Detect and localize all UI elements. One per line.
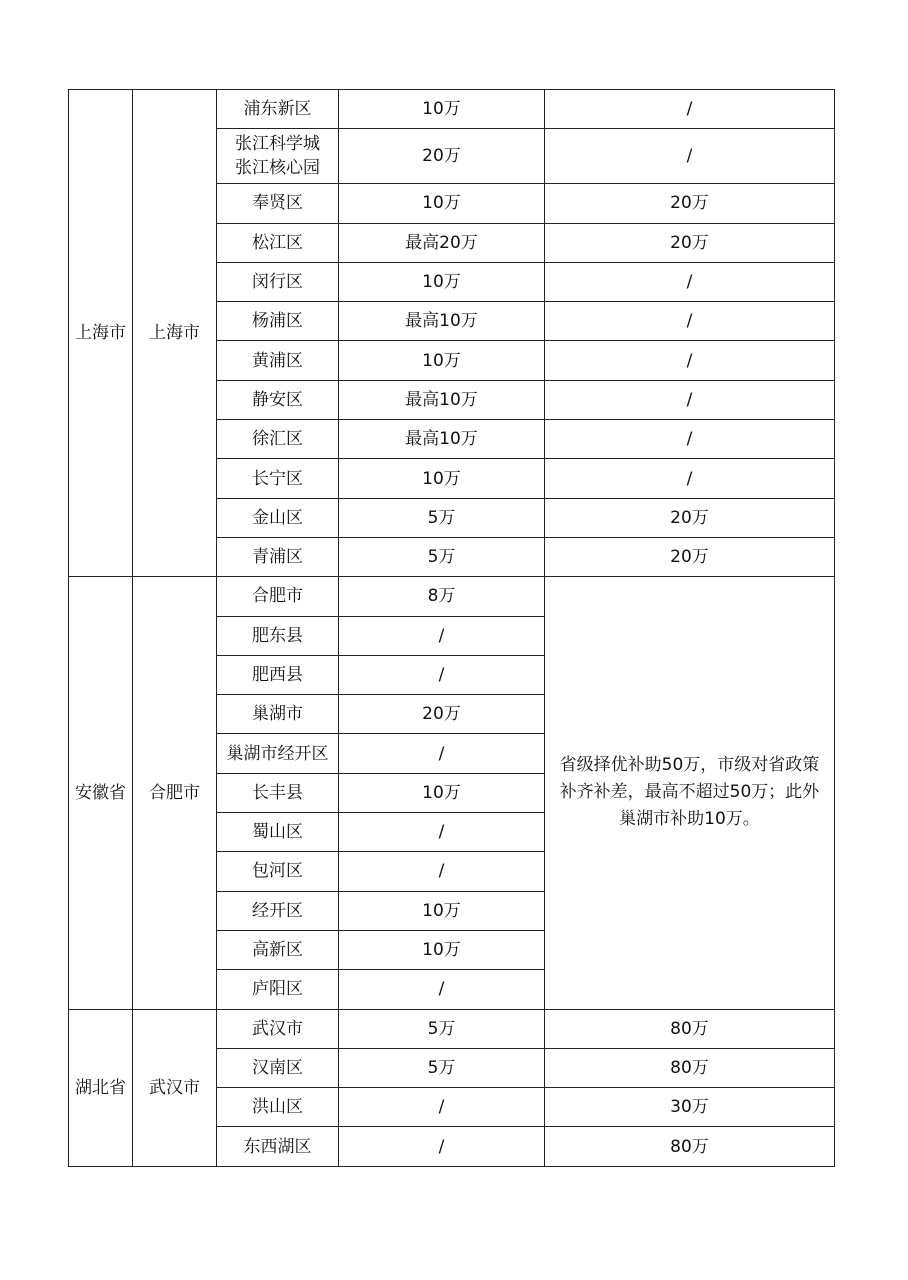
other-subsidy-cell: 80万	[545, 1048, 835, 1087]
other-subsidy-cell: 20万	[545, 184, 835, 223]
district-cell: 庐阳区	[217, 970, 339, 1009]
district-subsidy-cell: 10万	[339, 773, 545, 812]
district-subsidy-cell: 最高10万	[339, 420, 545, 459]
district-subsidy-cell: 5万	[339, 537, 545, 576]
district-cell: 长丰县	[217, 773, 339, 812]
district-subsidy-cell: /	[339, 1127, 545, 1166]
district-subsidy-cell: /	[339, 655, 545, 694]
district-subsidy-cell: 最高10万	[339, 302, 545, 341]
other-subsidy-cell: 30万	[545, 1088, 835, 1127]
district-subsidy-cell: 5万	[339, 1009, 545, 1048]
district-subsidy-cell: 5万	[339, 498, 545, 537]
district-cell: 静安区	[217, 380, 339, 419]
district-cell: 肥东县	[217, 616, 339, 655]
other-subsidy-cell: /	[545, 380, 835, 419]
district-cell: 张江科学城 张江核心园	[217, 129, 339, 184]
district-cell: 杨浦区	[217, 302, 339, 341]
other-subsidy-cell: /	[545, 129, 835, 184]
district-subsidy-cell: 5万	[339, 1048, 545, 1087]
district-subsidy-cell: /	[339, 616, 545, 655]
district-cell: 巢湖市经开区	[217, 734, 339, 773]
district-subsidy-cell: 8万	[339, 577, 545, 616]
other-subsidy-cell: 20万	[545, 537, 835, 576]
district-subsidy-cell: 10万	[339, 891, 545, 930]
city-cell: 合肥市	[133, 577, 217, 1009]
district-subsidy-cell: /	[339, 1088, 545, 1127]
district-cell: 合肥市	[217, 577, 339, 616]
district-cell: 汉南区	[217, 1048, 339, 1087]
other-subsidy-cell: /	[545, 302, 835, 341]
other-subsidy-cell: 20万	[545, 223, 835, 262]
district-subsidy-cell: 10万	[339, 90, 545, 129]
district-cell: 东西湖区	[217, 1127, 339, 1166]
other-subsidy-cell: /	[545, 341, 835, 380]
district-subsidy-cell: 20万	[339, 695, 545, 734]
district-cell: 浦东新区	[217, 90, 339, 129]
district-cell: 黄浦区	[217, 341, 339, 380]
district-cell: 经开区	[217, 891, 339, 930]
district-cell: 武汉市	[217, 1009, 339, 1048]
district-subsidy-cell: 10万	[339, 341, 545, 380]
district-cell: 洪山区	[217, 1088, 339, 1127]
other-subsidy-cell: /	[545, 90, 835, 129]
district-subsidy-cell: 10万	[339, 459, 545, 498]
district-subsidy-cell: 最高10万	[339, 380, 545, 419]
district-cell: 青浦区	[217, 537, 339, 576]
district-subsidy-cell: 最高20万	[339, 223, 545, 262]
district-cell: 长宁区	[217, 459, 339, 498]
other-subsidy-cell: 20万	[545, 498, 835, 537]
district-subsidy-cell: 10万	[339, 184, 545, 223]
province-cell: 湖北省	[69, 1009, 133, 1166]
district-cell: 闵行区	[217, 262, 339, 301]
other-subsidy-cell: /	[545, 420, 835, 459]
table-row	[69, 577, 835, 616]
district-cell: 包河区	[217, 852, 339, 891]
district-cell: 高新区	[217, 930, 339, 969]
subsidy-table	[68, 89, 835, 1167]
province-cell: 上海市	[69, 90, 133, 577]
district-cell: 松江区	[217, 223, 339, 262]
other-subsidy-cell: /	[545, 262, 835, 301]
city-cell: 上海市	[133, 90, 217, 577]
district-subsidy-cell: 20万	[339, 129, 545, 184]
other-subsidy-cell: /	[545, 459, 835, 498]
district-subsidy-cell: 10万	[339, 930, 545, 969]
district-subsidy-cell: /	[339, 970, 545, 1009]
city-cell: 武汉市	[133, 1009, 217, 1166]
district-cell: 巢湖市	[217, 695, 339, 734]
district-subsidy-cell: /	[339, 813, 545, 852]
district-cell: 金山区	[217, 498, 339, 537]
district-subsidy-cell: /	[339, 734, 545, 773]
province-cell: 安徽省	[69, 577, 133, 1009]
district-subsidy-cell: 10万	[339, 262, 545, 301]
merged-note-cell: 省级择优补助50万，市级对省政策补齐补差，最高不超过50万；此外巢湖市补助10万。	[545, 577, 835, 1009]
district-cell: 蜀山区	[217, 813, 339, 852]
district-cell: 奉贤区	[217, 184, 339, 223]
table-row	[69, 90, 835, 129]
district-subsidy-cell: /	[339, 852, 545, 891]
other-subsidy-cell: 80万	[545, 1009, 835, 1048]
district-cell: 徐汇区	[217, 420, 339, 459]
district-cell: 肥西县	[217, 655, 339, 694]
other-subsidy-cell: 80万	[545, 1127, 835, 1166]
table-row	[69, 1009, 835, 1048]
